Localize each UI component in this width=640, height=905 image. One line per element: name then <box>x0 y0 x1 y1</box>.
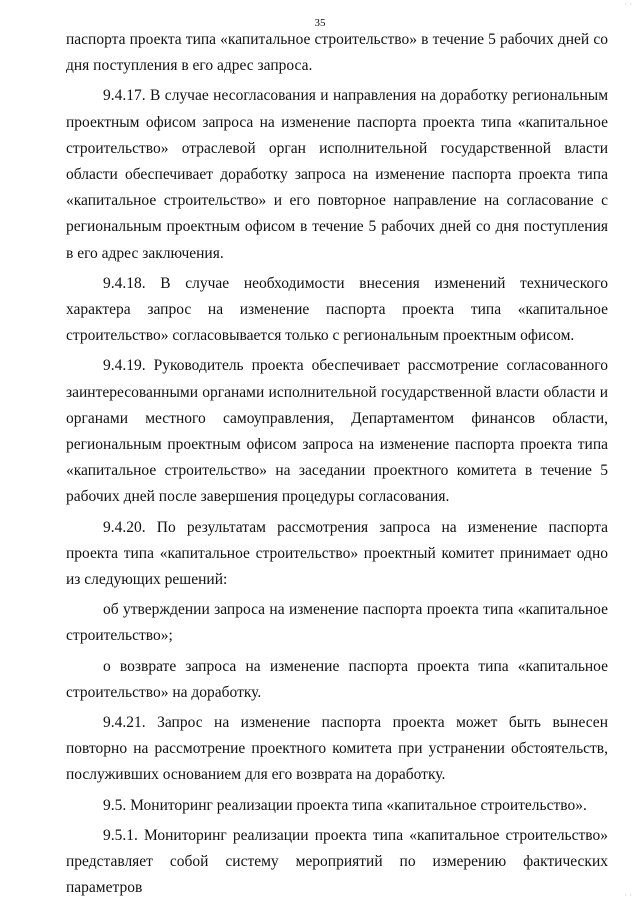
paragraph-9-4-19: 9.4.19. Руководитель проекта обеспечивает рассмотрение согласованного заинтересованными органами исполнительной государственной власти области и органами местного самоуправления, Департаментом финансов области, региональным проектным офисом запроса на изменение паспорта проекта типа «капитальное строительство» на заседании проектного комитета в течение 5 рабочих дней после завершения процедуры согласования. <box>66 357 608 506</box>
scan-artifact-top: · · <box>624 0 632 9</box>
paragraph-9-4-18: 9.4.18. В случае необходимости внесения изменений технического характера запрос на изменение паспорта проекта типа «капитальное строительство» согласовывается только с региональным проектным офисом. <box>66 274 608 345</box>
paragraph-9-4-20: 9.4.20. По результатам рассмотрения запроса на изменение паспорта проекта типа «капитальное строительство» проектный комитет принимает одно из следующих решений: <box>66 518 608 589</box>
scan-artifact-bottom: · · <box>624 891 632 900</box>
paragraph-9-4-21: 9.4.21. Запрос на изменение паспорта проекта может быть вынесен повторно на рассмотрение проектного комитета при устранении обстоятельств, послуживших основанием для его возврата на доработку. <box>66 714 608 784</box>
paragraph-9-5-1: 9.5.1. Мониторинг реализации проекта типа «капитальное строительство» представляет собой систему мероприятий по измерению фактических параметров <box>66 826 608 897</box>
page-number: 35 <box>314 17 326 29</box>
document-body <box>66 27 608 902</box>
decision-item-approve: об утверждении запроса на изменение паспорта проекта типа «капитальное строительство»; <box>66 601 608 645</box>
decision-item-return: о возврате запроса на изменение паспорта проекта типа «капитальное строительство» на доработку. <box>66 657 608 701</box>
section-heading-9-5: 9.5. Мониторинг реализации проекта типа «капитальное строительство». <box>103 796 587 814</box>
paragraph-9-4-17: 9.4.17. В случае несогласования и направления на доработку региональным проектным офисом запроса на изменение паспорта проекта типа «капитальное строительство» отраслевой орган исполнительной государственной власти области обеспечивает доработку запроса на изменение паспорта проекта типа «капитальное строительство» и его повторное направление на согласование с региональным проектным офисом в течение 5 рабочих дней со дня поступления в его адрес заключения. <box>66 87 608 262</box>
paragraph-continuation: паспорта проекта типа «капитальное строительство» в течение 5 рабочих дней со дня поступления в его адрес запроса. <box>66 31 608 75</box>
